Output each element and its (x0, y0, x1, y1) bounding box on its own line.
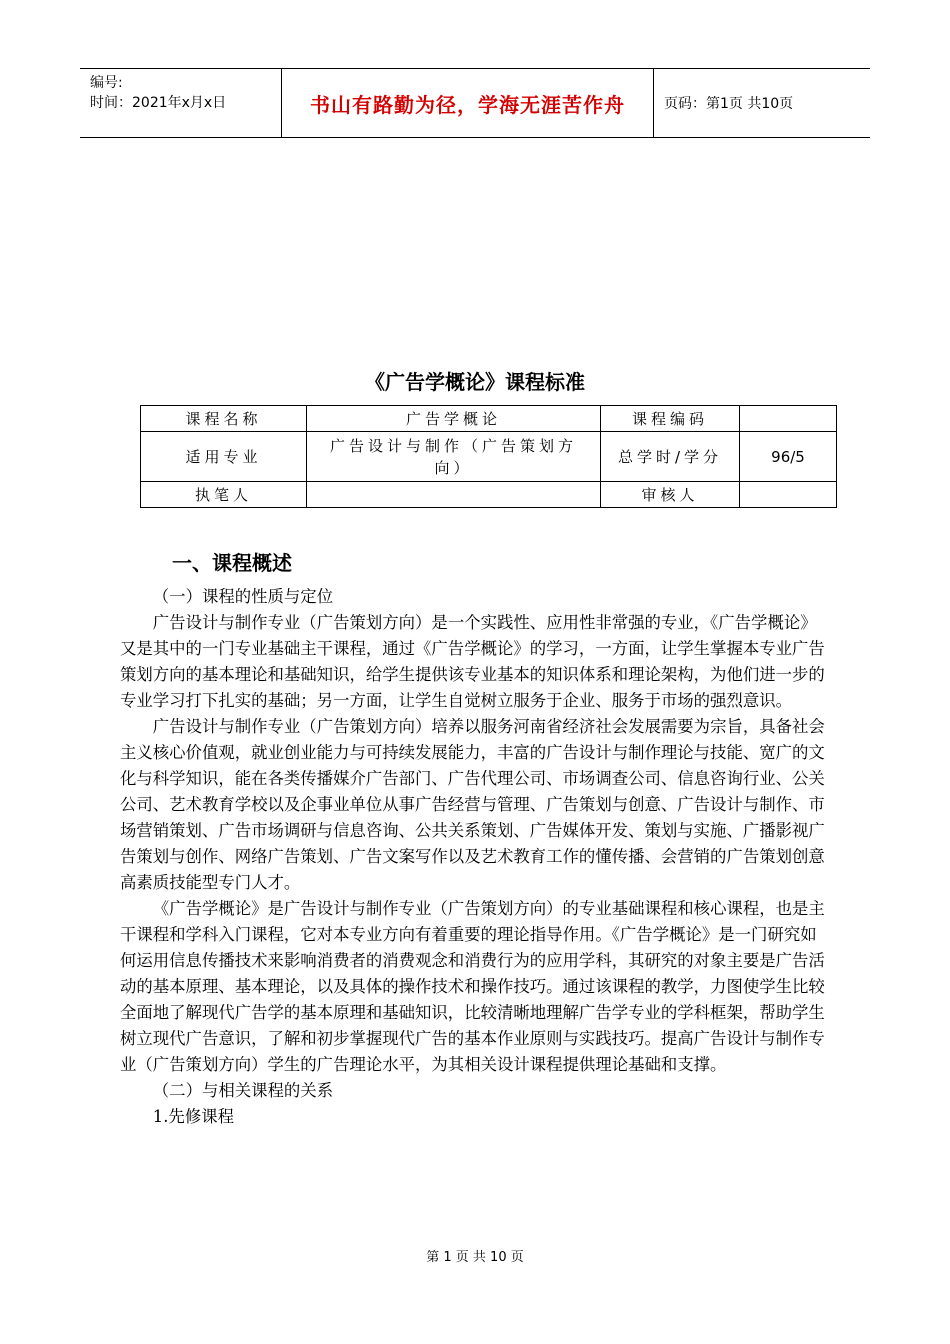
table-row (141, 482, 837, 508)
page-header (80, 68, 870, 138)
table-cell (307, 482, 601, 508)
course-info-table (140, 405, 837, 508)
paragraph: 广告设计与制作专业（广告策划方向）是一个实践性、应用性非常强的专业，《广告学概论》又是其中的一门专业基础主干课程，通过《广告学概论》的学习，一方面，让学生掌握本专业广告策划方向的基本理论和基础知识，给学生提供该专业基本的知识体系和理论架构，为他们进一步的专业学习打下扎实的基础；另一方面，让学生自觉树立服务于企业、服务于市场的强烈意识。 (120, 613, 825, 710)
page-footer: 第 1 页 共 10 页 (426, 1250, 524, 1265)
table-row (141, 406, 837, 432)
table-cell: 课程编码 (601, 406, 740, 432)
section-heading: 一、课程概述 (172, 551, 292, 575)
subsection-heading: （二）与相关课程的关系 (152, 1081, 334, 1100)
table-cell: 总学时/学分 (601, 432, 740, 482)
table-cell: 审核人 (601, 482, 740, 508)
document-number-label: 编号: (90, 75, 123, 91)
document-title: 《广告学概论》课程标准 (365, 370, 585, 394)
paragraph: 《广告学概论》是广告设计与制作专业（广告策划方向）的专业基础课程和核心课程，也是主干课程和学科入门课程，它对本专业方向有着重要的理论指导作用。《广告学概论》是一门研究如何运用信息传播技术来影响消费者的消费观念和消费行为的应用学科，其研究的对象主要是广告活动的基本原理、基本理论，以及具体的操作技术和操作技巧。通过该课程的教学，力图使学生比较全面地了解现代广告学的基本原理和基础知识，比较清晰地理解广告学专业的学科框架，帮助学生树立现代广告意识，了解和初步掌握现代广告的基本作业原则与实践技巧。提高广告设计与制作专业（广告策划方向）学生的广告理论水平，为其相关设计课程提供理论基础和支撑。 (120, 899, 825, 1074)
header-motto: 书山有路勤为径，学海无涯苦作舟 (282, 69, 654, 137)
table-cell (740, 406, 837, 432)
table-cell: 适用专业 (141, 432, 307, 482)
subsection-heading: （一）课程的性质与定位 (152, 587, 334, 606)
document-time: 时间：2021年x月x日 (90, 95, 227, 111)
list-item: 1.先修课程 (152, 1107, 234, 1126)
header-page-info: 页码：第1页 共10页 (664, 96, 794, 112)
table-cell (740, 482, 837, 508)
table-cell: 96/5 (740, 432, 837, 482)
table-cell: 执笔人 (141, 482, 307, 508)
table-cell: 广告设计与制作（广告策划方向） (307, 432, 601, 482)
table-cell: 广告学概论 (307, 406, 601, 432)
paragraph: 广告设计与制作专业（广告策划方向）培养以服务河南省经济社会发展需要为宗旨，具备社会主义核心价值观，就业创业能力与可持续发展能力，丰富的广告设计与制作理论与技能、宽广的文化与科学知识，能在各类传播媒介广告部门、广告代理公司、市场调查公司、信息咨询行业、公关公司、艺术教育学校以及企事业单位从事广告经营与管理、广告策划与创意、广告设计与制作、市场营销策划、广告市场调研与信息咨询、公共关系策划、广告媒体开发、策划与实施、广播影视广告策划与创作、网络广告策划、广告文案写作以及艺术教育工作的懂传播、会营销的广告策划创意高素质技能型专门人才。 (120, 717, 825, 892)
section-body (120, 584, 830, 1130)
table-row (141, 432, 837, 482)
table-cell: 课程名称 (141, 406, 307, 432)
header-meta (80, 69, 282, 137)
